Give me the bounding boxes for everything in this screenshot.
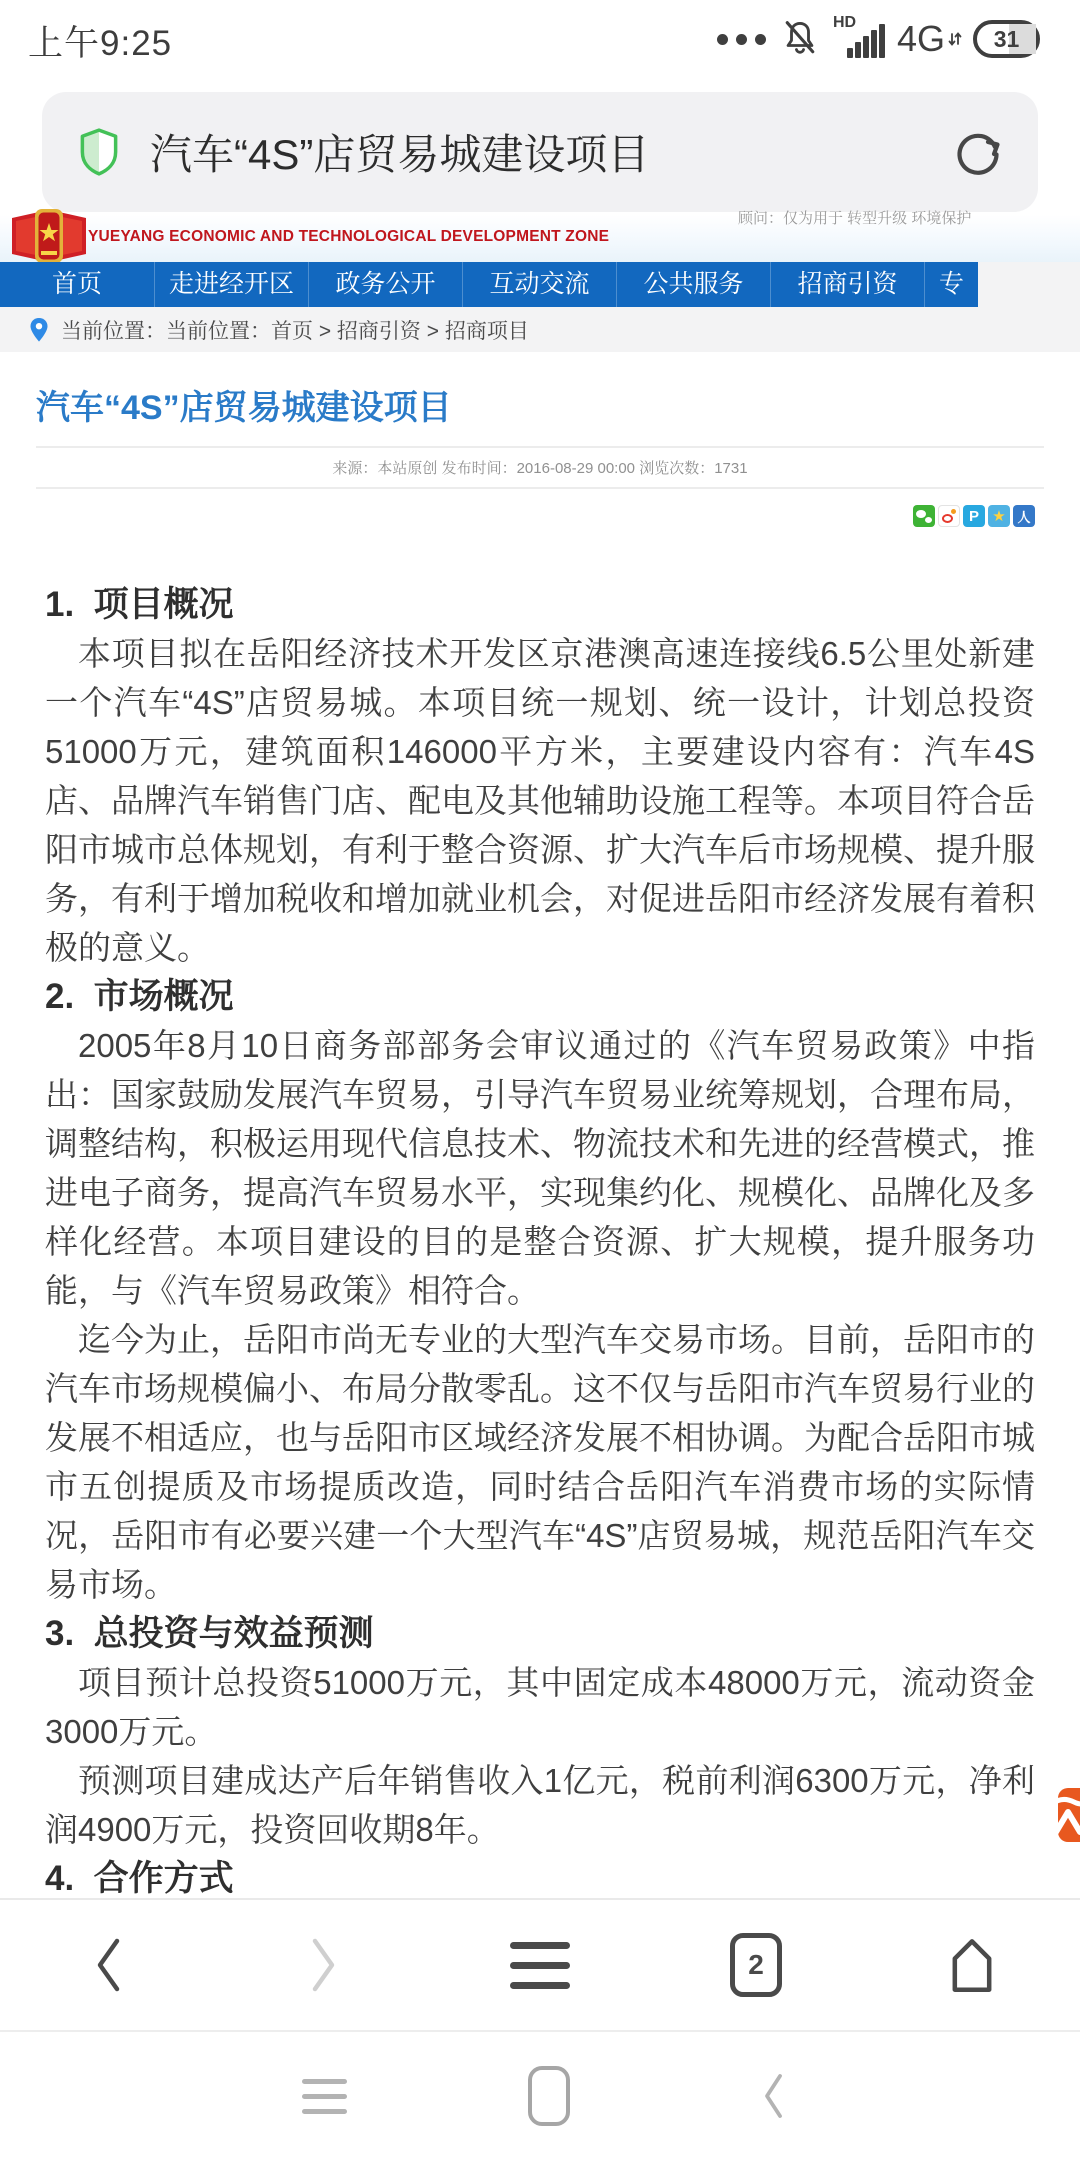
share-wechat-icon[interactable] bbox=[913, 505, 935, 527]
section-heading: 1. 项目概况 bbox=[45, 585, 234, 624]
volte-hd-label: HD bbox=[832, 14, 857, 31]
nav-bar bbox=[0, 262, 978, 307]
system-home-icon bbox=[528, 2066, 570, 2126]
page-title[interactable]: 汽车“4S”店贸易城建设项目 bbox=[150, 131, 650, 178]
browser-tabs-button[interactable] bbox=[648, 1899, 864, 2031]
nav-item-专[interactable]: 专 bbox=[924, 262, 978, 307]
section-heading: 2. 市场概况 bbox=[45, 977, 234, 1016]
site-name-english: YUEYANG ECONOMIC AND TECHNOLOGICAL DEVELOPMENT ZONE bbox=[88, 228, 610, 245]
security-shield-icon[interactable] bbox=[78, 127, 120, 177]
browser-back-button[interactable] bbox=[0, 1899, 216, 2031]
data-activity-icon bbox=[947, 26, 963, 52]
share-weibo-icon[interactable] bbox=[938, 505, 960, 527]
share-pengyou-icon[interactable]: P bbox=[963, 505, 985, 527]
nav-item-走进经开区[interactable]: 走进经开区 bbox=[154, 262, 308, 307]
article-sections bbox=[0, 580, 1080, 1952]
system-back-icon bbox=[762, 2072, 784, 2120]
browser-toolbar bbox=[0, 1898, 1080, 2030]
battery-percent: 31 bbox=[993, 25, 1020, 52]
divider-line bbox=[36, 487, 1044, 489]
body-paragraph: 预测项目建成达产后年销售收入1亿元，税前利润6300万元，净利润4900万元，投资回收期8年。 bbox=[45, 1762, 1035, 1848]
system-menu-button[interactable] bbox=[294, 2032, 354, 2160]
nav-item-互动交流[interactable]: 互动交流 bbox=[462, 262, 616, 307]
nav-item-政务公开[interactable]: 政务公开 bbox=[308, 262, 462, 307]
tab-count: 2 bbox=[748, 1949, 764, 1980]
menu-icon bbox=[510, 1942, 570, 1989]
system-menu-icon bbox=[302, 2079, 347, 2114]
notification-dots-icon bbox=[717, 34, 766, 45]
article-title: 汽车“4S”店贸易城建设项目 bbox=[36, 389, 452, 427]
nav-item-公共服务[interactable]: 公共服务 bbox=[616, 262, 770, 307]
mute-bell-icon bbox=[783, 19, 817, 59]
battery-icon bbox=[973, 20, 1040, 58]
site-logo-emblem-icon[interactable] bbox=[12, 209, 86, 268]
share-bar bbox=[0, 505, 1080, 527]
body-paragraph: 项目预计总投资51000万元，其中固定成本48000万元，流动资金3000万元。 bbox=[45, 1664, 1035, 1750]
location-pin-icon bbox=[30, 318, 48, 342]
breadcrumb[interactable] bbox=[0, 307, 1080, 352]
browser-forward-button[interactable] bbox=[216, 1899, 432, 2031]
home-icon bbox=[946, 1936, 998, 1994]
status-icons bbox=[717, 0, 1040, 78]
site-header bbox=[0, 210, 1080, 262]
section-heading: 4. 合作方式 bbox=[45, 1859, 234, 1898]
nav-item-首页[interactable]: 首页 bbox=[51, 270, 102, 298]
body-paragraph: 2005年8月10日商务部部务会审议通过的《汽车贸易政策》中指出：国家鼓励发展汽车贸易，引导汽车贸易业统筹规划，合理布局，调整结构，积极运用现代信息技术、物流技术和先进的经营模式，推进电子商务，提高汽车贸易水平，实现集约化、规模化、品牌化及多样化经营。本项目建设的目的是整合资源、扩大规模，提升服务功能，与《汽车贸易政策》相符合。 bbox=[45, 1027, 1035, 1309]
share-renren-icon[interactable]: 人 bbox=[1013, 505, 1035, 527]
article-meta: 来源：本站原创 发布时间：2016-08-29 00:00 浏览次数：1731 bbox=[332, 460, 748, 477]
tabs-icon bbox=[730, 1933, 782, 1997]
section-heading: 3. 总投资与效益预测 bbox=[45, 1614, 374, 1653]
status-bar bbox=[0, 0, 1080, 78]
refresh-icon[interactable] bbox=[954, 128, 1002, 176]
browser-menu-button[interactable] bbox=[432, 1899, 648, 2031]
webview bbox=[0, 210, 1080, 1898]
share-qzone-icon[interactable]: ★ bbox=[988, 505, 1010, 527]
clock: 上午9:25 bbox=[28, 24, 173, 63]
system-back-button[interactable] bbox=[743, 2032, 803, 2160]
floating-app-badge[interactable] bbox=[1058, 1788, 1080, 1842]
body-paragraph: 迄今为止，岳阳市尚无专业的大型汽车交易市场。目前，岳阳市的汽车市场规模偏小、布局分散零乱。这不仅与岳阳市汽车贸易行业的发展不相适应，也与岳阳市区域经济发展不相协调。为配合岳阳市城市五创提质及市场提质改造，同时结合岳阳汽车消费市场的实际情况，岳阳市有必要兴建一个大型汽车“4S”店贸易城，规范岳阳汽车交易市场。 bbox=[45, 1321, 1035, 1603]
article bbox=[0, 352, 1080, 1898]
nav-item-招商引资[interactable]: 招商引资 bbox=[770, 262, 924, 307]
signal-strength-icon bbox=[833, 16, 885, 62]
browser-home-button[interactable] bbox=[864, 1899, 1080, 2031]
body-paragraph: 本项目拟在岳阳经济技术开发区京港澳高速连接线6.5公里处新建一个汽车“4S”店贸易城。本项目统一规划、统一设计，计划总投资51000万元，建筑面积146000平方米，主要建设内容有：汽车4S店、品牌汽车销售门店、配电及其他辅助设施工程等。本项目符合岳阳市城市总体规划，有利于整合资源、扩大汽车后市场规模、提升服务，有利于增加税收和增加就业机会，对促进岳阳市经济发展有着积极的意义。 bbox=[45, 635, 1035, 966]
network-type-label: 4G bbox=[896, 18, 945, 59]
address-bar[interactable] bbox=[42, 92, 1038, 212]
system-navbar bbox=[0, 2032, 1080, 2160]
clipped-banner-text: 顾问：仅为用于 转型升级 环境保护 bbox=[738, 210, 972, 227]
system-home-button[interactable] bbox=[519, 2032, 579, 2160]
breadcrumb-text[interactable]: 当前位置：当前位置：首页 > 招商引资 > 招商项目 bbox=[61, 319, 529, 343]
